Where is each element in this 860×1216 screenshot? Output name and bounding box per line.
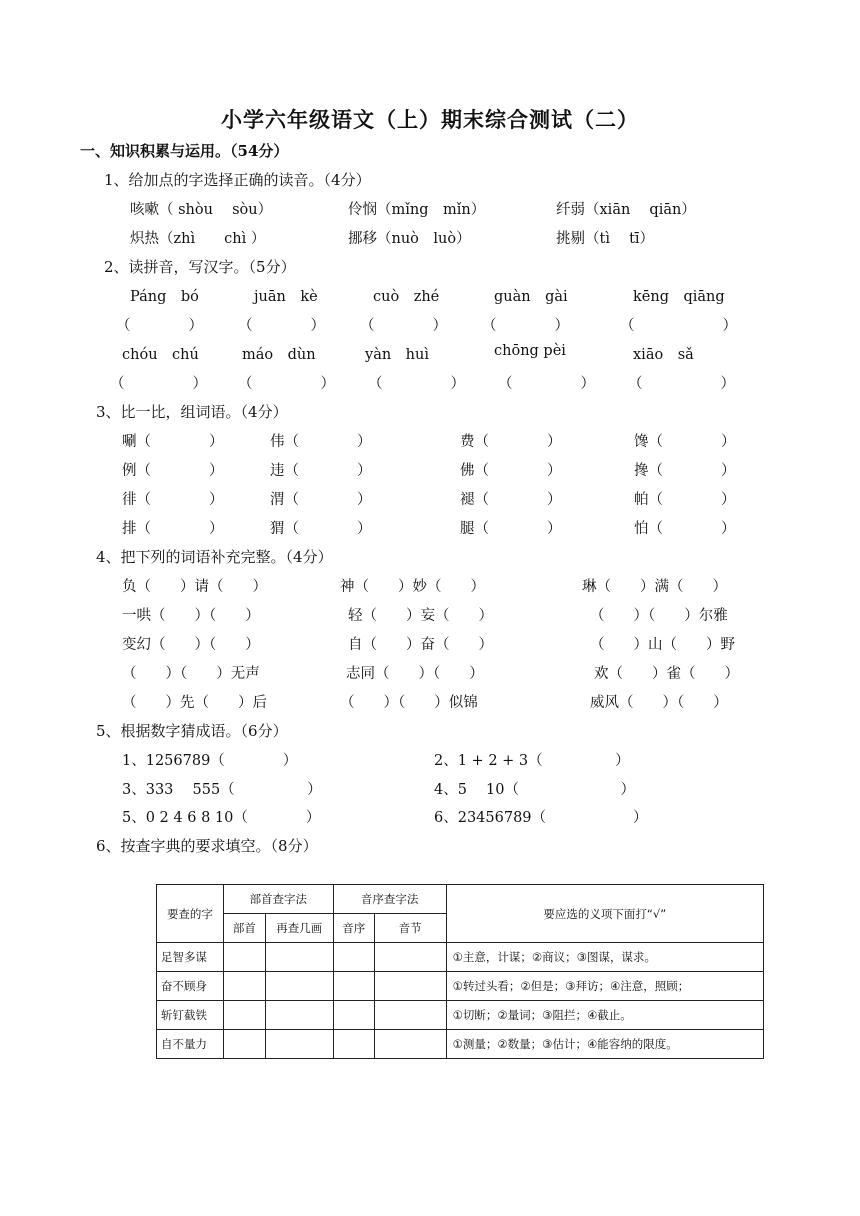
fill-cell[interactable] [265,943,333,972]
dictionary-table [156,884,764,1059]
question-1-heading: 1、给加点的字选择正确的读音。（4分） [104,171,371,189]
row-meaning[interactable]: ①转过头看；②但是；③拜访；④注意，照顾； [446,972,763,1001]
fill-cell[interactable] [223,1001,265,1030]
row-word: 斩钉截铁 [157,1001,224,1030]
fill-cell[interactable] [374,972,446,1001]
q4-item[interactable]: （ ）（ ）无声 [122,666,260,682]
answer-blank[interactable]: （ ） [498,376,597,392]
q3-item[interactable]: 帕（ ） [634,492,736,508]
row-meaning[interactable]: ①测量；②数量；③估计；④能容纳的限度。 [446,1030,763,1059]
question-5-heading: 5、根据数字猜成语。（6分） [96,722,288,740]
subheader-strokes: 再查几画 [265,914,333,943]
question-4-heading: 4、把下列的词语补充完整。（4分） [96,548,333,566]
answer-blank[interactable]: （ ） [110,376,209,392]
header-radical-method: 部首查字法 [223,885,333,914]
q5-item[interactable]: 5、0 2 4 6 8 10（ ） [122,810,321,826]
q3-item[interactable]: 渭（ ） [270,492,372,508]
q3-item[interactable]: 唰（ ） [122,434,224,450]
q2-pinyin: máo dùn [242,347,316,363]
fill-cell[interactable] [333,972,374,1001]
answer-blank[interactable]: （ ） [628,376,739,392]
q1-item: 纤弱（xiān qiān） [556,202,696,218]
table-row [157,1001,764,1030]
q3-item[interactable]: 佛（ ） [460,463,562,479]
q4-item[interactable]: （ ）先（ ）后 [122,695,267,711]
q3-item[interactable]: 例（ ） [122,463,224,479]
q4-item[interactable]: 神（ ）妙（ ） [340,579,485,595]
header-word: 要查的字 [157,885,224,943]
q2-pinyin: Páng bó [130,289,199,305]
subheader-syllable: 音节 [374,914,446,943]
q2-pinyin: xiāo sǎ [633,347,694,363]
q1-item: 伶悯（mǐng mǐn） [348,202,486,218]
row-word: 足智多谋 [157,943,224,972]
fill-cell[interactable] [374,1030,446,1059]
section-heading: 一、知识积累与运用。（54分） [80,142,289,160]
q1-item: 挑剔（tì tī） [556,231,655,247]
fill-cell[interactable] [333,1001,374,1030]
q2-pinyin: chóu chú [122,347,199,363]
table-row [157,972,764,1001]
q4-item[interactable]: 自（ ）奋（ ） [348,637,493,653]
row-word: 奋不顾身 [157,972,224,1001]
q2-pinyin: cuò zhé [373,289,440,305]
q2-pinyin: chōng pèi [494,343,566,359]
q3-item[interactable]: 费（ ） [460,434,562,450]
q4-item[interactable]: 变幻（ ）（ ） [122,637,260,653]
q3-item[interactable]: 徘（ ） [122,492,224,508]
fill-cell[interactable] [374,1001,446,1030]
q3-item[interactable]: 馋（ ） [634,434,736,450]
q4-item[interactable]: 志同（ ）（ ） [346,666,484,682]
q2-pinyin: juān kè [254,289,318,305]
fill-cell[interactable] [223,1030,265,1059]
q5-item[interactable]: 2、1 + 2 + 3（ ） [434,753,630,769]
q4-item[interactable]: 威风（ ）（ ） [590,695,728,711]
fill-cell[interactable] [265,1001,333,1030]
q1-item: 挪移（nuò luò） [348,231,471,247]
q3-item[interactable]: 排（ ） [122,521,224,537]
page-title: 小学六年级语文（上）期末综合测试（二） [221,107,639,132]
q1-item: 咳嗽（ shòu sòu） [130,202,273,218]
q3-item[interactable]: 猬（ ） [270,521,372,537]
q2-pinyin: yàn huì [365,347,429,363]
fill-cell[interactable] [265,972,333,1001]
answer-blank[interactable]: （ ） [116,318,203,334]
subheader-radical: 部首 [223,914,265,943]
answer-blank[interactable]: （ ） [238,376,337,392]
subheader-initial: 音序 [333,914,374,943]
answer-blank[interactable]: （ ） [482,318,569,334]
q4-item[interactable]: （ ）山（ ）野 [590,637,735,653]
answer-blank[interactable]: （ ） [368,376,467,392]
table-row [157,1030,764,1059]
q4-item[interactable]: 一哄（ ）（ ） [122,608,260,624]
q2-pinyin: kēng qiāng [633,289,725,305]
fill-cell[interactable] [374,943,446,972]
question-2-heading: 2、读拼音，写汉字。（5分） [104,258,296,276]
q3-item[interactable]: 违（ ） [270,463,372,479]
header-meaning: 要应选的义项下面打“√” [446,885,763,943]
q5-item[interactable]: 3、333 555（ ） [122,782,322,798]
q3-item[interactable]: 搀（ ） [634,463,736,479]
fill-cell[interactable] [223,943,265,972]
row-word: 自不量力 [157,1030,224,1059]
row-meaning[interactable]: ①主意，计谋；②商议；③图谋，谋求。 [446,943,763,972]
table-row [157,943,764,972]
header-phonetic-method: 音序查字法 [333,885,446,914]
answer-blank[interactable]: （ ） [360,318,447,334]
q3-item[interactable]: 腿（ ） [460,521,562,537]
fill-cell[interactable] [333,943,374,972]
q1-item: 炽热（zhì chì ） [130,231,266,247]
question-6-heading: 6、按查字典的要求填空。（8分） [96,837,318,855]
question-3-heading: 3、比一比，组词语。（4分） [96,403,288,421]
q3-item[interactable]: 伟（ ） [270,434,372,450]
q4-item[interactable]: （ ）（ ）尔雅 [590,608,728,624]
row-meaning[interactable]: ①切断；②量词；③阻拦；④截止。 [446,1001,763,1030]
fill-cell[interactable] [333,1030,374,1059]
answer-blank[interactable]: （ ） [238,318,325,334]
q5-item[interactable]: 1、1256789（ ） [122,753,298,769]
fill-cell[interactable] [223,972,265,1001]
q4-item[interactable]: （ ）（ ）似锦 [340,695,478,711]
q5-item[interactable]: 4、5 10（ ） [434,782,636,798]
answer-blank[interactable]: （ ） [620,318,743,334]
q3-item[interactable]: 怕（ ） [634,521,736,537]
q4-item[interactable]: 欢（ ）雀（ ） [594,666,739,682]
q2-pinyin: guàn gài [494,289,568,305]
q3-item[interactable]: 褪（ ） [460,492,562,508]
q4-item[interactable]: 轻（ ）妄（ ） [348,608,493,624]
q4-item[interactable]: 琳（ ）满（ ） [582,579,727,595]
q4-item[interactable]: 负（ ）请（ ） [122,579,267,595]
q5-item[interactable]: 6、23456789（ ） [434,810,648,826]
fill-cell[interactable] [265,1030,333,1059]
